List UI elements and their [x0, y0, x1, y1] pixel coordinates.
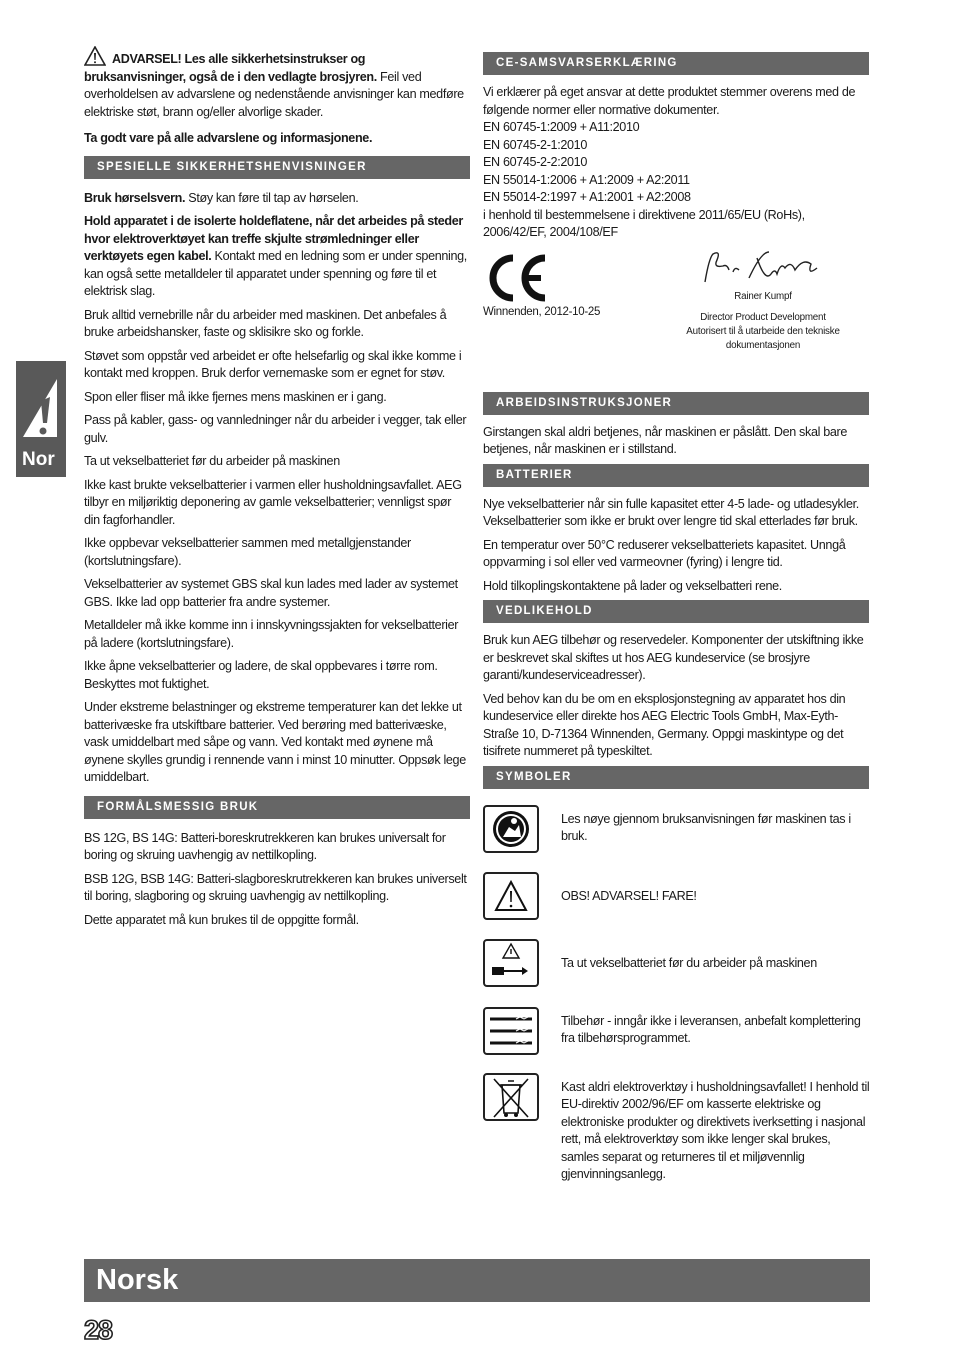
safety-paragraph: Spon eller fliser må ikke fjernes mens maskinen er i gang.: [84, 389, 387, 404]
work-instructions-header: ARBEIDSINSTRUKSJONER: [483, 392, 869, 415]
grip-text: Kontakt med en ledning som er under spenning, kan også sette metalldeler til apparatet under spenning og føre til et elektrisk slag.: [84, 249, 467, 298]
left-column: [84, 46, 470, 935]
grip-bold: Hold apparatet i de isolerte holdeflatene, når det arbeides på steder hvor elektroverktøyet kan treffe skjulte strømledninger eller verktøyets egen kabel.: [84, 214, 463, 263]
right-column: [483, 52, 869, 1185]
place-date: Winnenden, 2012-10-25: [483, 305, 601, 318]
read-manual-icon: [483, 805, 539, 853]
symbol-text: Ta ut vekselbatteriet før du arbeider på maskinen: [561, 955, 817, 970]
warning-triangle-icon: [84, 46, 106, 66]
safety-paragraph: Ikke kast brukte vekselbatterier i varmen eller husholdningsavfallet. AEG tilbyr en miljøriktig deponering av gamle vekselbatterier; vennligst spør din fagforhandler.: [84, 477, 462, 527]
batteries-header: BATTERIER: [483, 464, 869, 487]
safety-paragraph: Ikke åpne vekselbatterier og ladere, de skal oppbevares i tørre rom. Beskyttes mot fuktighet.: [84, 659, 438, 691]
ce-header: CE-SAMSVARSERKLÆRING: [483, 52, 869, 75]
ce-declaration-block: [483, 242, 869, 382]
symbol-text: OBS! ADVARSEL! FARE!: [561, 888, 697, 903]
hearing-protection: [84, 190, 470, 208]
symbols-header: SYMBOLER: [483, 766, 869, 789]
signer-block: [663, 290, 863, 353]
safety-paragraph: Støvet som oppstår ved arbeidet er ofte helsefarlig og skal ikke komme i kontakt med kroppen. Bruk derfor vernemaske som er egnet for støv.: [84, 348, 462, 380]
directives: i henhold til bestemmelsene i direktivene 2011/65/EU (RoHs), 2006/42/EF, 2004/108/EF: [483, 207, 805, 239]
ce-mark-icon: [485, 252, 549, 304]
special-safety-header: SPESIELLE SIKKERHETSHENVISNINGER: [84, 156, 470, 179]
keep-note-text: Ta godt vare på alle advarslene og informasjonene.: [84, 131, 373, 145]
maintenance-header: VEDLIKEHOLD: [483, 600, 869, 623]
signer-name: Rainer Kumpf: [734, 290, 792, 302]
symbol-text: Kast aldri elektroverktøy i husholdningsavfallet! I henhold til EU-direktiv 2002/96/EF om kasserte elektriske og elektroniske produkter og direktivets iverksetting i nasjonal rett, må elektroverktøy som ikke lenger skal brukes, samles separat og returneres til et miljøvennlig gjenvinningsanlegg.: [561, 1079, 870, 1181]
page-number: 28: [84, 1315, 113, 1345]
safety-paragraph: Pass på kabler, gass- og vannledninger når du arbeider i vegger, tak eller gulv.: [84, 413, 467, 445]
insulated-grip: [84, 213, 470, 301]
usage-paragraph: Dette apparatet må kun brukes til de oppgitte formål.: [84, 912, 359, 927]
standard-item: EN 55014-1:2006 + A1:2009 + A2:2011: [483, 172, 690, 187]
hearing-text: Støy kan føre til tap av hørselen.: [185, 190, 359, 205]
work-text: Girstangen skal aldri betjenes, når maskinen er påslått. Den skal bare betjenes, når maskinen er i stillstand.: [483, 424, 848, 456]
ce-intro: Vi erklærer på eget ansvar at dette produktet stemmer overens med de følgende normer eller normative dokumenter.: [483, 85, 856, 117]
signer-title: Director Product Development: [700, 311, 826, 323]
battery-paragraph: Nye vekselbatterier når sin fulle kapasitet etter 4-5 lade- og utladesykler. Vekselbatterier som ikke er brukt over lengre tid skal etterlades før bruk.: [483, 496, 859, 528]
safety-paragraph: Metalldeler må ikke komme inn i innskyvningssjakten for vekselbatterier på ladere (kortslutningsfare).: [84, 618, 459, 650]
symbol-text: Les nøye gjennom bruksanvisningen før maskinen tas i bruk.: [561, 811, 851, 843]
usage-paragraph: BS 12G, BS 14G: Batteri-boreskrutrekkeren kan brukes universalt for boring og skruing uavhengig av nettilkopling.: [84, 830, 446, 862]
remove-battery-icon: [483, 939, 539, 987]
safety-paragraph: Bruk alltid vernebrille når du arbeider med maskinen. Det anbefales å bruke arbeidshansker, faste og sklisikre sko og forkle.: [84, 307, 447, 339]
standard-item: EN 60745-1:2009 + A11:2010: [483, 120, 640, 134]
section-title: Norsk: [96, 1264, 179, 1296]
warning-text: Feil ved overholdelsen av advarslene og nedenstående anvisninger kan medføre elektriske støt, brann og/eller alvorlige skader.: [84, 69, 464, 119]
standard-item: EN 55014-2:1997 + A1:2001 + A2:2008: [483, 190, 691, 204]
warning-bold: ADVARSEL! Les alle sikkerhetsinstrukser og bruksanvisninger, også de i den vedlagte brosjyren.: [84, 52, 377, 84]
hearing-bold: Bruk hørselsvern.: [84, 190, 186, 205]
signer-authorisation: Autorisert til å utarbeide den tekniske dokumentasjonen: [686, 325, 840, 351]
language-tab: [16, 361, 66, 477]
maintenance-paragraph: Ved behov kan du be om en eksplosjonstegning av apparatet hos din kundeservice eller direkte hos AEG Electric Tools GmbH, Max-Eyth-Straße 10, D-71364 Winnenden, Germany. Oppgi maskintype og det tisifrete nummeret på typeskiltet.: [483, 691, 846, 758]
section-title-bar: [84, 1259, 870, 1302]
standard-item: EN 60745-2-1:2010: [483, 137, 587, 152]
language-label: Nor: [22, 449, 55, 470]
warning-icon: [483, 872, 539, 920]
accessory-icon: [483, 1007, 539, 1055]
exclamation-icon: [16, 365, 66, 445]
weee-bin-icon: [483, 1073, 539, 1121]
standard-item: EN 60745-2-2:2010: [483, 155, 587, 169]
safety-paragraph: Ikke oppbevar vekselbatterier sammen med metallgjenstander (kortslutningsfare).: [84, 536, 411, 568]
signature-image: [699, 248, 829, 288]
symbol-text: Tilbehør - inngår ikke i leveransen, anbefalt komplettering fra tilbehørsprogrammet.: [561, 1013, 861, 1045]
battery-paragraph: En temperatur over 50°C reduserer vekselbatteriets kapasitet. Unngå oppvarming i sol eller ved varmeovner (fyring) i lengre tid.: [483, 537, 846, 569]
safety-paragraph: Under ekstreme belastninger og ekstreme temperaturer kan det lekke ut batterivæske fra utskiftbare batterier. Ved berøring med batterivæske, vask umiddelbart med såpe og vann. Ved kontakt med øynene må øynene skylles grundig i rennende vann i minst 10 minutter. Oppsøk lege umiddelbart.: [84, 700, 466, 784]
symbols-list: [483, 805, 869, 1185]
general-warning: [84, 46, 470, 121]
safety-paragraph: Ta ut vekselbatteriet før du arbeider på maskinen: [84, 454, 340, 468]
usage-paragraph: BSB 12G, BSB 14G: Batteri-slagboreskrutrekkeren kan brukes universelt til boring, slagboring og skruing uavhengig av nettilkopling.: [84, 871, 467, 903]
maintenance-paragraph: Bruk kun AEG tilbehør og reservedeler. Komponenter der utskiftning ikke er beskrevet skal skiftes ut hos AEG kundeservice (se brosjyre garanti/kundeserviceadresser).: [483, 633, 864, 682]
keep-note: [84, 130, 470, 148]
safety-paragraph: Vekselbatterier av systemet GBS skal kun lades med lader av systemet GBS. Ikke lad opp batterier fra andre systemer.: [84, 577, 458, 609]
battery-paragraph: Hold tilkoplingskontaktene på lader og vekselbatteri rene.: [483, 578, 782, 593]
intended-use-header: FORMÅLSMESSIG BRUK: [84, 796, 470, 819]
